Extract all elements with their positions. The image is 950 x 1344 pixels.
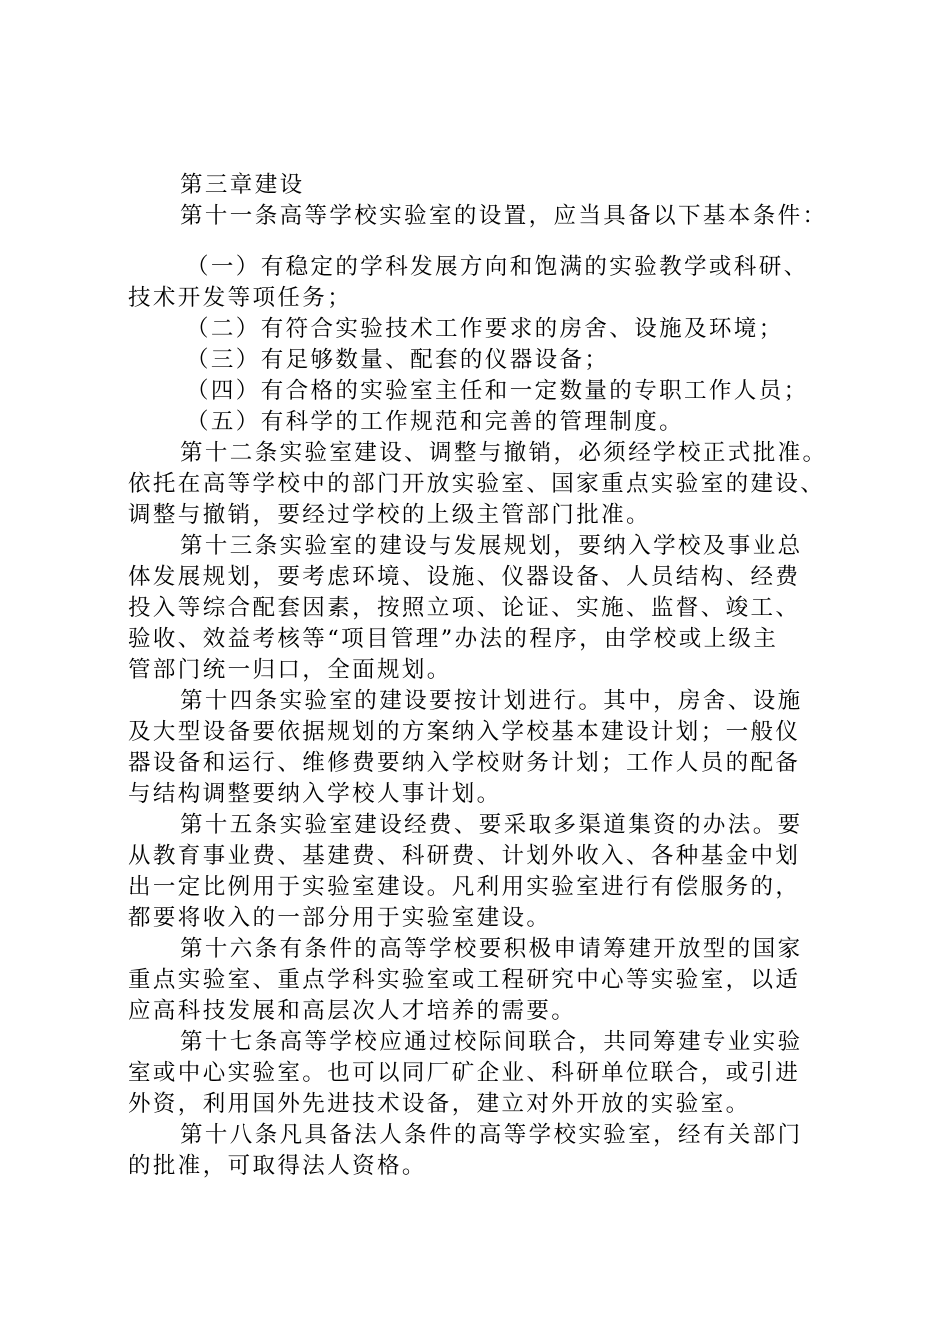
article-12-line-2: 依托在高等学校中的部门开放实验室、国家重点实验室的建设、 [128,471,826,497]
article-16-line-3: 应高科技发展和高层次人才培养的需要。 [128,998,577,1024]
article-13-line-5: 管部门统一归口，全面规划。 [128,657,452,683]
article-11-item-2: （二）有符合实验技术工作要求的房舍、设施及环境； [186,316,784,342]
article-12-line-1: 第十二条实验室建设、调整与撤销，必须经学校正式批准。 [180,440,828,466]
article-11-item-3: （三）有足够数量、配套的仪器设备； [186,347,610,373]
article-11-item-1-line-2: 技术开发等项任务； [128,285,353,311]
article-11-item-4: （四）有合格的实验室主任和一定数量的专职工作人员； [186,378,809,404]
article-15-line-1: 第十五条实验室建设经费、要采取多渠道集资的办法。要 [180,812,803,838]
article-12-line-3: 调整与撤销，要经过学校的上级主管部门批准。 [128,502,651,528]
article-14-line-2: 及大型设备要依据规划的方案纳入学校基本建设计划；一般仪 [128,719,801,745]
article-14-line-1: 第十四条实验室的建设要按计划进行。其中，房舍、设施 [180,688,803,714]
article-14-line-4: 与结构调整要纳入学校人事计划。 [128,781,502,807]
article-11-line-1: 第十一条高等学校实验室的设置，应当具备以下基本条件： [180,203,828,229]
document-body [128,170,853,1182]
article-13-line-4: 验收、效益考核等“项目管理”办法的程序，由学校或上级主 [128,626,779,652]
paragraph-gap [128,232,853,252]
article-16-line-1: 第十六条有条件的高等学校要积极申请筹建开放型的国家 [180,936,803,962]
article-18-line-1: 第十八条凡具备法人条件的高等学校实验室，经有关部门 [180,1122,803,1148]
article-15-line-4: 都要将收入的一部分用于实验室建设。 [128,905,552,931]
article-15-line-3: 出一定比例用于实验室建设。凡利用实验室进行有偿服务的， [128,874,801,900]
article-15-line-2: 从教育事业费、基建费、科研费、计划外收入、各种基金中划 [128,843,801,869]
article-13-line-1: 第十三条实验室的建设与发展规划，要纳入学校及事业总 [180,533,803,559]
article-17-line-1: 第十七条高等学校应通过校际间联合，共同筹建专业实验 [180,1029,803,1055]
article-17-line-3: 外资，利用国外先进技术设备，建立对外开放的实验室。 [128,1091,751,1117]
article-11-item-1-line-1: （一）有稳定的学科发展方向和饱满的实验教学或科研、 [186,254,809,280]
article-13-line-2: 体发展规划，要考虑环境、设施、仪器设备、人员结构、经费 [128,564,801,590]
article-14-line-3: 器设备和运行、维修费要纳入学校财务计划；工作人员的配备 [128,750,801,776]
article-13-line-3: 投入等综合配套因素，按照立项、论证、实施、监督、竣工、 [128,595,801,621]
chapter-heading: 第三章建设 [180,172,305,198]
article-17-line-2: 室或中心实验室。也可以同厂矿企业、科研单位联合，或引进 [128,1060,801,1086]
article-18-line-2: 的批准，可取得法人资格。 [128,1153,427,1179]
article-16-line-2: 重点实验室、重点学科实验室或工程研究中心等实验室，以适 [128,967,801,993]
article-11-item-5: （五）有科学的工作规范和完善的管理制度。 [186,409,685,435]
